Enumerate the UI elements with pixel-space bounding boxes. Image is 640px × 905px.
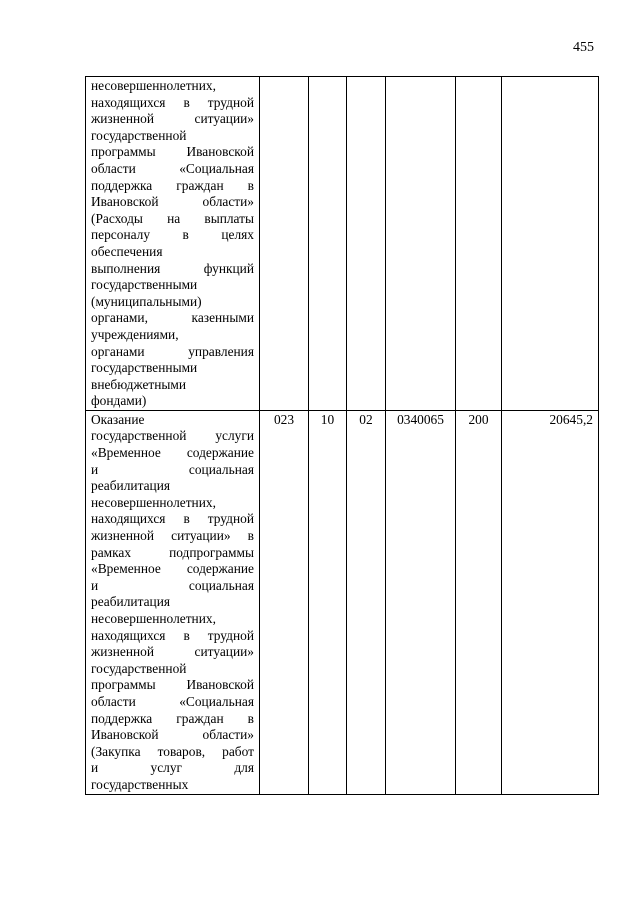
description-line: (Закупка товаров, работ — [91, 743, 254, 759]
description-line: государственной — [91, 660, 187, 676]
description-line: государственными — [91, 360, 198, 376]
description-line: реабилитация — [91, 478, 171, 494]
subsection-code — [347, 77, 386, 411]
description-line: находящихся в трудной — [91, 511, 254, 527]
description-line: программы Ивановской — [91, 677, 254, 693]
subsection-code: 02 — [347, 410, 386, 794]
description-line: внебюджетными — [91, 376, 187, 392]
description-line: несовершеннолетних, — [91, 611, 216, 626]
description-line: государственной услуги — [91, 428, 254, 444]
description-line: несовершеннолетних, — [91, 78, 216, 93]
description-line: жизненной ситуации» — [91, 644, 254, 660]
description-line: поддержка граждан в — [91, 710, 254, 726]
description-line: Ивановской области» — [91, 194, 254, 210]
description-line: и социальная — [91, 461, 254, 477]
description-line: поддержка граждан в — [91, 177, 254, 193]
amount-value: 20645,2 — [502, 410, 599, 794]
description-line: выполнения функций — [91, 260, 254, 276]
ministry-code — [260, 77, 309, 411]
description-line: (муниципальными) — [91, 293, 202, 309]
row-description — [86, 410, 260, 794]
description-line: «Временное содержание — [91, 561, 254, 577]
description-line: рамках подпрограммы — [91, 544, 254, 560]
budget-table — [85, 76, 599, 795]
ministry-code: 023 — [260, 410, 309, 794]
table-row — [86, 410, 599, 794]
description-line: жизненной ситуации» в — [91, 528, 254, 544]
expense-type-code — [456, 77, 502, 411]
description-line: персоналу в целях — [91, 227, 254, 243]
description-line: фондами) — [91, 393, 147, 409]
description-line: (Расходы на выплаты — [91, 210, 254, 226]
page-number: 455 — [573, 40, 594, 55]
description-line: и социальная — [91, 577, 254, 593]
target-article-code: 0340065 — [386, 410, 456, 794]
target-article-code — [386, 77, 456, 411]
description-line: Оказание — [91, 411, 145, 427]
description-line: обеспечения — [91, 243, 163, 259]
description-line: жизненной ситуации» — [91, 111, 254, 127]
description-line: Ивановской области» — [91, 727, 254, 743]
description-line: области «Социальная — [91, 160, 254, 176]
amount-value — [502, 77, 599, 411]
section-code: 10 — [309, 410, 347, 794]
expense-type-code: 200 — [456, 410, 502, 794]
description-line: государственных — [91, 776, 189, 792]
description-line: программы Ивановской — [91, 144, 254, 160]
description-line: органами управления — [91, 343, 254, 359]
description-line: области «Социальная — [91, 693, 254, 709]
description-line: реабилитация — [91, 594, 171, 610]
description-line: находящихся в трудной — [91, 627, 254, 643]
table-row — [86, 77, 599, 411]
description-line: находящихся в трудной — [91, 94, 254, 110]
description-line: государственными — [91, 277, 198, 293]
row-description — [86, 77, 260, 411]
section-code — [309, 77, 347, 411]
description-line: и услуг для — [91, 760, 254, 776]
description-line: учреждениями, — [91, 326, 179, 342]
description-line: органами, казенными — [91, 310, 254, 326]
description-line: «Временное содержание — [91, 445, 254, 461]
description-line: государственной — [91, 127, 187, 143]
description-line: несовершеннолетних, — [91, 494, 216, 510]
